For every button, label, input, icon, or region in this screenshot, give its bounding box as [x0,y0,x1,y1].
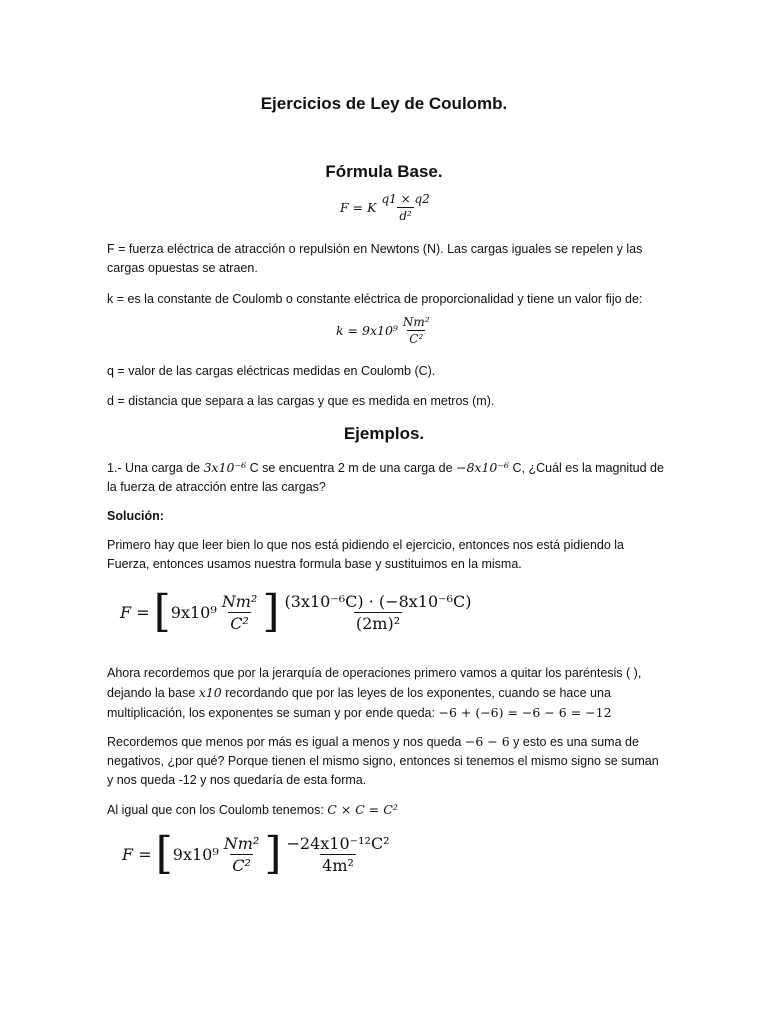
equation-1-main-fraction: $\frac{\text{(3x10⁻⁶C) · (−8x10⁻⁶C)}}{\text{(2m)²}}$ [284,591,472,633]
example-1-line-1: 1.- Una carga de 3x10⁻⁶ C se encuentra 2 m de una carga de −8x10⁻⁶ C, ¿Cuál es la magnitud de [107,460,664,475]
paragraph-parentheses: Ahora recordemos que por la jerarquía de operaciones primero vamos a quitar los paréntesis ( ), dejando la base x10 recordando que por las leyes de los exponentes, cuando se hace una multiplicación, los exponentes se suman y por ende queda: −6 + (−6) = −6 − 6 = −12 [107,666,642,720]
base-formula-lhs: F = K [340,200,377,215]
document-title: Ejercicios de Ley de Coulomb. [260,94,508,113]
equation-2-unit-fraction: $\frac{\text{Nm²}}{\text{C²}}$ [223,833,260,875]
k-formula-denominator: C² [409,332,424,346]
equation-2 [122,828,395,879]
paragraph-force: F = fuerza eléctrica de atracción o repulsión en Newtons (N). Las cargas iguales se repelen y las cargas opuestas se atraen. [107,242,643,275]
equation-2-constant: 9x10⁹ [172,844,219,864]
example-1 [107,458,667,497]
example-1-line-2: la fuerza de atracción entre las cargas? [107,480,326,494]
k-formula-fraction [401,315,432,346]
k-formula [336,315,435,346]
exponent-sum: −6 + (−6) = −6 − 6 = −12 [438,705,612,720]
k-formula-numerator: Nm² [402,315,430,329]
right-bracket: ] [262,586,280,637]
left-bracket: [ [153,586,171,637]
paragraph-charges: q = valor de las cargas eléctricas medidas en Coulomb (C). [107,364,436,378]
base-formula-fraction [379,192,431,223]
equation-2-main-fraction: $\frac{\text{−24x10⁻¹²C²}}{\text{4m²}}$ [286,833,390,875]
paragraph-constant: k = es la constante de Coulomb o constante eléctrica de proporcionalidad y tiene un valor fijo de: [107,292,643,306]
right-bracket: ] [264,828,282,879]
equation-1-unit-fraction: $\frac{\text{Nm²}}{\text{C²}}$ [221,591,258,633]
equation-1-lhs: F = [120,602,150,622]
k-formula-lhs: k = 9x10⁹ [336,323,398,338]
examples-heading: Ejemplos. [343,424,425,443]
charge-2: −8x10⁻⁶ [456,460,509,475]
base-formula-numerator: q1 × q2 [381,192,430,206]
base-formula-denominator: d² [399,209,412,223]
paragraph-solution: Primero hay que leer bien lo que nos está pidiendo el ejercicio, entonces nos está pidiendo la Fuerza, entonces usamos nuestra formula base y sustituimos en la misma. [107,538,624,571]
coulomb-product: C × C = C² [327,802,398,817]
charge-1: 3x10⁻⁶ [203,460,247,475]
equation-2-lhs: F = [122,844,152,864]
solution-label: Solución: [107,509,164,523]
paragraph-coulomb: Al igual que con los Coulomb tenemos: C × C = C² [107,802,398,817]
formula-heading: Fórmula Base. [325,162,443,181]
equation-1 [120,586,476,637]
base-formula [340,192,435,223]
paragraph-signs: Recordemos que menos por más es igual a menos y nos queda −6 − 6 y esto es una suma de negativos, ¿por qué? Porque tienen el mismo signo, entonces si tenemos el mismo signo se suman y nos queda -12 y nos quedaría de esta forma. [107,734,659,787]
equation-1-constant: 9x10⁹ [170,602,217,622]
paragraph-distance: d = distancia que separa a las cargas y que es medida en metros (m). [107,394,495,408]
left-bracket: [ [155,828,173,879]
